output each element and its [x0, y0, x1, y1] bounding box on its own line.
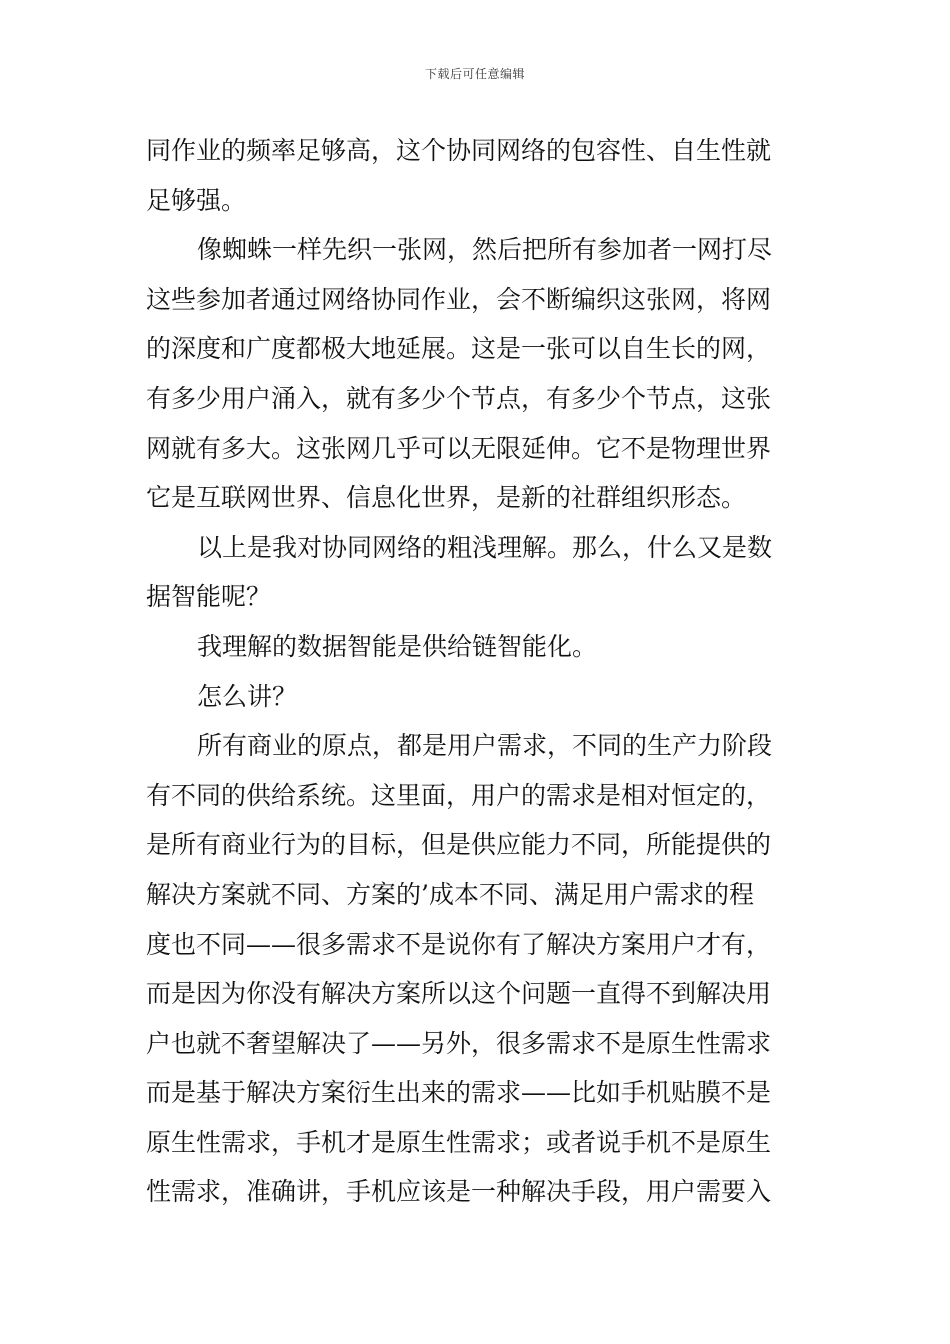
text-line: 同作业的频率足够高，这个协同网络的包容性、自生性就: [146, 136, 772, 165]
text-line: 原生性需求，手机才是原生性需求；或者说手机不是原生: [146, 1127, 772, 1157]
text-line: 解决方案就不同、方案的’成本不同、满足用户需求的程: [146, 879, 754, 909]
text-line: 的深度和广度都极大地延展。这是一张可以自生长的网，: [146, 334, 772, 364]
page-header: 下载后可任意编辑: [424, 67, 525, 81]
text-line: 性需求，准确讲，手机应该是一种解决手段，用户需要入: [146, 1177, 772, 1207]
text-line: 像蜘蛛一样先织一张网，然后把所有参加者一网打尽: [197, 235, 773, 265]
text-line: 户也就不奢望解决了——另外，很多需求不是原生性需求: [146, 1028, 772, 1058]
text-line: 足够强。: [146, 185, 247, 215]
text-line: 而是因为你没有解决方案所以这个问题一直得不到解决用: [146, 979, 772, 1009]
text-line: 是所有商业行为的目标，但是供应能力不同，所能提供的: [146, 830, 772, 860]
body-text: [146, 126, 806, 1217]
text-line: 所有商业的原点，都是用户需求，不同的生产力阶段: [197, 731, 773, 761]
text-line: 我理解的数据智能是供给链智能化。: [197, 631, 598, 661]
text-line: 它是互联网世界、信息化世界，是新的社群组织形态。: [146, 483, 747, 513]
text-line: 网就有多大。这张网几乎可以无限延伸。它不是物理世界: [146, 433, 772, 463]
text-line: 以上是我对协同网络的粗浅理解。那么，什么又是数: [197, 532, 773, 562]
text-line: 据智能呢？: [146, 582, 272, 612]
text-line: 而是基于解决方案衍生出来的需求——比如手机贴膜不是: [146, 1078, 772, 1108]
text-line: 这些参加者通过网络协同作业，会不断编织这张网，将网: [146, 284, 772, 314]
text-line: 怎么讲？: [197, 681, 298, 711]
text-line: 有不同的供给系统。这里面，用户的需求是相对恒定的，: [146, 780, 772, 810]
text-line: 有多少用户涌入，就有多少个节点，有多少个节点，这张: [146, 383, 772, 413]
text-line: 度也不同——很多需求不是说你有了解决方案用户才有，: [146, 929, 772, 959]
